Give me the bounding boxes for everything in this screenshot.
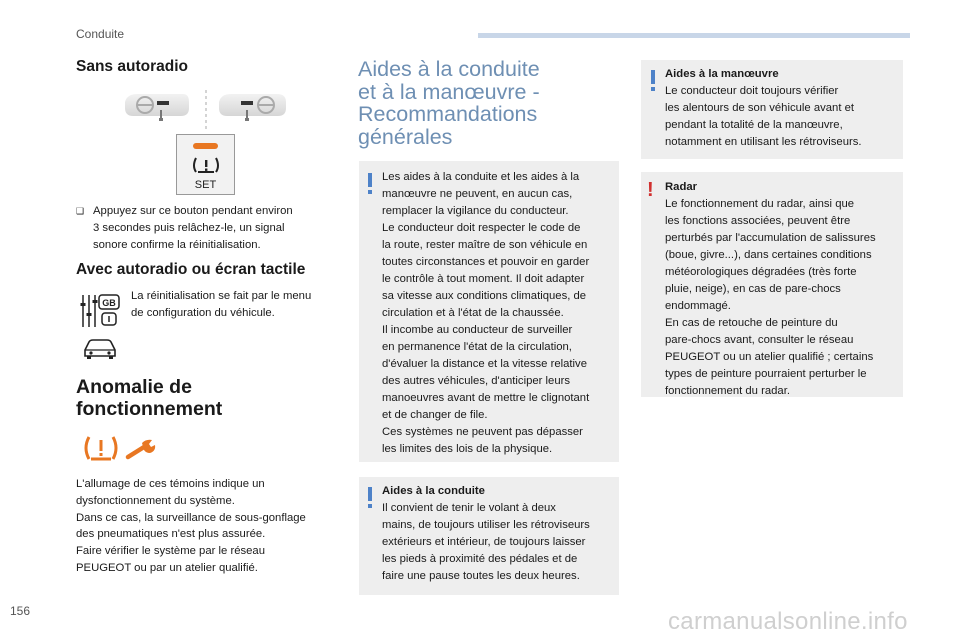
- info-line: manœuvre ne peuvent, en aucun cas,: [382, 188, 573, 200]
- instruction-line: La réinitialisation se fait par le menu: [131, 290, 312, 302]
- warning-box-text: [665, 179, 901, 400]
- info-line: des autres véhicules, d'anticiper leurs: [382, 375, 571, 387]
- info-line: toutes circonstances et pouvoir en garder: [382, 256, 590, 268]
- warning-line: pluie, neige), en cas de pare-chocs: [665, 283, 841, 295]
- info-box-text: [665, 66, 899, 151]
- anomalie-title-line: Anomalie de: [76, 376, 192, 398]
- info-line: Ces systèmes ne peuvent pas dépasser: [382, 426, 583, 438]
- info-marker-dot: [368, 504, 372, 508]
- anomalie-line: Faire vérifier le système par le réseau: [76, 545, 265, 558]
- info-box-text: [382, 169, 614, 458]
- info-line: pendant la totalité de la manœuvre,: [665, 119, 843, 131]
- warning-line: (boue, givre...), dans certaines conditions: [665, 249, 872, 261]
- warning-line: Le fonctionnement du radar, ainsi que: [665, 198, 855, 210]
- bullet-line: Appuyez sur ce bouton pendant environ: [93, 205, 293, 217]
- anomalie-line: Dans ce cas, la surveillance de sous-gonflage: [76, 511, 306, 524]
- warning-box-radar: [641, 172, 903, 397]
- section-header: Conduite: [76, 27, 125, 41]
- info-marker-icon: [368, 173, 372, 187]
- gb-label: GB: [102, 298, 116, 308]
- info-line: en permanence l'état de la circulation,: [382, 341, 572, 353]
- warning-line: les fonctions associées, peuvent être: [665, 215, 851, 227]
- section-title-line: générales: [358, 124, 453, 149]
- warning-line: PEUGEOT ou un atelier qualifié ; certains: [665, 351, 874, 363]
- info-line: sa vitesse aux conditions climatiques, de: [382, 290, 587, 302]
- tire-warning-icon: [82, 433, 120, 465]
- info-line: les limites des lois de la physique.: [382, 443, 553, 455]
- info-box-manoeuvre: [641, 60, 903, 159]
- warning-exclamation-icon: !: [647, 179, 654, 201]
- info-line: Il incombe au conducteur de surveiller: [382, 324, 573, 336]
- anomalie-description: [76, 476, 346, 577]
- warning-line: fonctionnement du radar.: [665, 385, 790, 397]
- info-line: manoeuvres avant de mettre le clignotant: [382, 392, 590, 404]
- info-box-title: Aides à la manœuvre: [665, 68, 779, 80]
- info-line: et de changer de file.: [382, 409, 488, 421]
- warning-line: perturbés par l'accumulation de salissures: [665, 232, 876, 244]
- page-number: 156: [10, 604, 31, 618]
- info-box-text: [382, 483, 614, 585]
- instruction-bullet: [76, 203, 353, 253]
- dashboard-illustration: [123, 88, 288, 132]
- set-button-illustration: [176, 134, 235, 195]
- bullet-line: sonore confirme la réinitialisation.: [93, 238, 261, 251]
- info-marker-icon: [651, 70, 655, 84]
- info-line: d'évaluer la distance et la vitesse relative: [382, 358, 587, 370]
- info-line: les pieds à proximité des pédales et de: [382, 553, 578, 565]
- warning-line: En cas de retouche de peinture du: [665, 317, 838, 329]
- info-line: remplacer la vigilance du conducteur.: [382, 205, 569, 217]
- warning-line: pare-chocs avant, consulter le réseau: [665, 334, 854, 346]
- bullet-line: 3 secondes puis relâchez-le, un signal: [93, 221, 285, 234]
- info-box-conduite: [359, 477, 619, 595]
- tire-pressure-icon: [191, 155, 221, 177]
- service-wrench-icon: [124, 437, 160, 461]
- sans-autoradio-heading: Sans autoradio: [76, 58, 188, 75]
- anomalie-line: L'allumage de ces témoins indique un: [76, 478, 265, 490]
- info-box-title: Aides à la conduite: [382, 485, 485, 497]
- info-line: notamment en utilisant les rétroviseurs.: [665, 136, 862, 148]
- warning-line: types de peinture pourraient perturber le: [665, 368, 867, 380]
- section-title-line: Recommandations: [358, 102, 538, 126]
- warning-box-title: Radar: [665, 181, 698, 193]
- anomalie-title-line: fonctionnement: [76, 398, 223, 420]
- anomalie-line: PEUGEOT ou par un atelier qualifié.: [76, 561, 258, 574]
- autoradio-instruction: [131, 288, 341, 322]
- info-line: circulation et à l'état de la chaussée.: [382, 307, 564, 319]
- section-title: [358, 58, 598, 148]
- header-bar: [478, 33, 910, 38]
- warning-line: météorologiques dégradées (très forte: [665, 266, 857, 278]
- info-box-general: [359, 161, 619, 462]
- info-line: Il convient de tenir le volant à deux: [382, 502, 556, 514]
- anomalie-line: des pneumatiques n'est plus assurée.: [76, 528, 266, 541]
- watermark: carmanualsonline.info: [668, 608, 908, 635]
- info-marker-icon: [368, 487, 372, 501]
- avec-autoradio-heading: Avec autoradio ou écran tactile: [76, 261, 306, 278]
- indicator-led: [193, 143, 218, 149]
- info-line: extérieurs et intérieur, de toujours laisser: [382, 536, 586, 548]
- anomalie-line: dysfonctionnement du système.: [76, 494, 235, 507]
- info-line: les alentours de son véhicule avant et: [665, 102, 855, 114]
- warning-line: endommagé.: [665, 300, 731, 312]
- info-line: le contrôle à tout moment. Il doit adapter: [382, 273, 585, 285]
- anomalie-heading: [76, 376, 222, 420]
- info-line: Le conducteur doit respecter le code de: [382, 222, 581, 234]
- info-line: faire une pause toutes les deux heures.: [382, 570, 580, 582]
- settings-menu-icon: [80, 293, 122, 329]
- info-line: Les aides à la conduite et les aides à la: [382, 171, 580, 183]
- info-line: la route, rester maître de son véhicule en: [382, 239, 588, 251]
- section-title-line: Aides à la conduite: [358, 57, 540, 81]
- bullet-arrow-icon: ❑: [76, 206, 85, 216]
- info-marker-dot: [651, 87, 655, 91]
- set-label: SET: [194, 179, 217, 191]
- instruction-line: de configuration du véhicule.: [131, 306, 275, 319]
- vehicle-icon: [82, 338, 118, 360]
- info-line: Le conducteur doit toujours vérifier: [665, 85, 839, 97]
- section-title-line: et à la manœuvre -: [358, 79, 540, 104]
- info-line: mains, de toujours utiliser les rétroviseurs: [382, 519, 590, 531]
- info-marker-dot: [368, 190, 372, 194]
